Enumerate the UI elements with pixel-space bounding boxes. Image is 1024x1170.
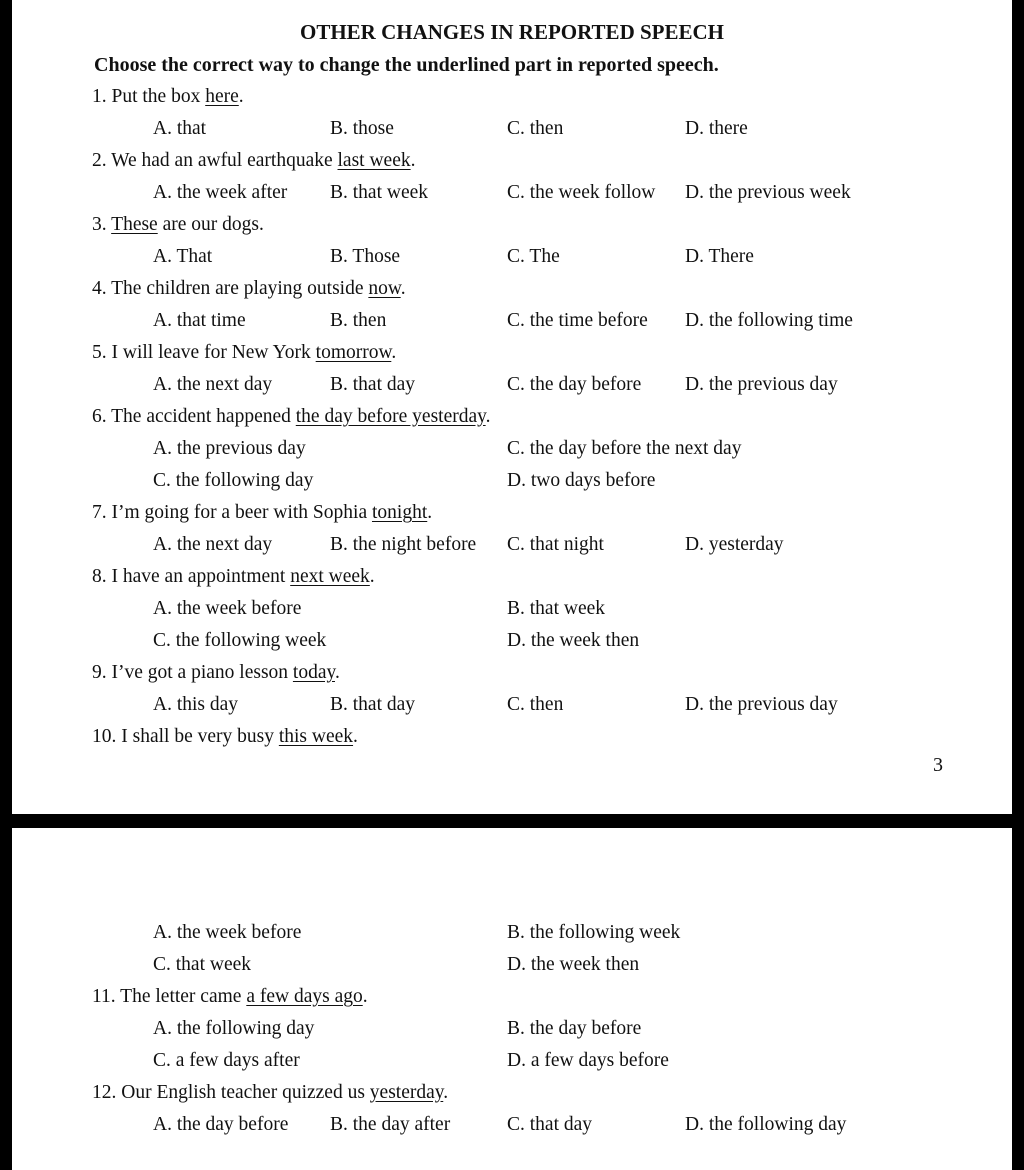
question-text-end: . (353, 726, 358, 747)
question-6 (92, 406, 491, 428)
option-b[interactable]: B. the day before (507, 1018, 642, 1039)
option-d[interactable]: D. the following day (685, 1114, 847, 1135)
option-a[interactable]: A. that (153, 118, 207, 139)
underlined-phrase: a few days ago (246, 986, 363, 1007)
page-sheet-top (12, 0, 1012, 814)
option-a[interactable]: A. the previous day (153, 438, 306, 459)
option-c[interactable]: C. the day before (507, 374, 642, 395)
underlined-phrase: tonight (371, 502, 428, 523)
option-c[interactable]: C. the time before (507, 310, 648, 331)
question-text-end: . (369, 566, 375, 587)
question-text-start: 7. I’m going for a beer with Sophia (92, 502, 372, 523)
question-text-start: 2. We had an awful earthquake (92, 150, 338, 171)
option-c-second[interactable]: C. the following day (153, 470, 314, 491)
question-text-end: . (334, 662, 340, 683)
option-c[interactable]: C. the following week (153, 630, 327, 651)
question-5 (92, 342, 396, 364)
option-b[interactable]: B. that week (507, 598, 606, 619)
option-c[interactable]: C. The (507, 246, 560, 267)
question-9 (92, 662, 340, 684)
question-text-end: . (443, 1082, 449, 1103)
question-text-start: 5. I will leave for New York (92, 342, 316, 363)
question-text-start: 11. The letter came (92, 986, 247, 1007)
question-11 (92, 986, 368, 1008)
option-a[interactable]: A. the following day (153, 1018, 315, 1039)
option-c[interactable]: C. that week (153, 954, 252, 975)
question-text-start: 6. The accident happened (92, 406, 296, 427)
question-text-start: 12. Our English teacher quizzed us (92, 1082, 370, 1103)
question-1 (92, 86, 244, 108)
question-4 (92, 278, 406, 300)
option-a[interactable]: A. the day before (153, 1114, 289, 1135)
option-d[interactable]: D. the week then (507, 630, 640, 651)
question-text-end: . (410, 150, 416, 171)
question-8 (92, 566, 375, 588)
option-d[interactable]: D. the previous day (685, 694, 838, 715)
instruction: Choose the correct way to change the underlined part in reported speech. (94, 54, 719, 76)
underlined-phrase: tomorrow (315, 342, 392, 363)
question-text-end: . (427, 502, 433, 523)
underlined-phrase: These (111, 214, 158, 235)
option-c[interactable]: C. then (507, 694, 564, 715)
option-b[interactable]: B. the day after (330, 1114, 451, 1135)
option-d[interactable]: D. a few days before (507, 1050, 669, 1071)
option-b[interactable]: B. that day (330, 694, 416, 715)
option-a[interactable]: A. that time (153, 310, 246, 331)
question-12 (92, 1082, 448, 1104)
option-a[interactable]: A. the next day (153, 374, 273, 395)
option-c[interactable]: C. the week follow (507, 182, 656, 203)
option-d[interactable]: D. two days before (507, 470, 656, 491)
page-number: 3 (933, 754, 943, 776)
page-sheet-bottom (12, 828, 1012, 1170)
question-10 (92, 726, 358, 748)
option-d[interactable]: D. there (685, 118, 748, 139)
option-a[interactable]: A. the next day (153, 534, 273, 555)
option-d[interactable]: D. yesterday (685, 534, 784, 555)
question-2 (92, 150, 416, 172)
question-text-end: . (238, 86, 244, 107)
question-text-start: 8. I have an appointment (92, 566, 291, 587)
option-b[interactable]: B. then (330, 310, 387, 331)
underlined-phrase: this week (278, 726, 354, 747)
page-title: OTHER CHANGES IN REPORTED SPEECH (300, 20, 724, 44)
question-text-start: 1. Put the box (92, 86, 206, 107)
option-c[interactable]: C. that night (507, 534, 604, 555)
question-text-start: 4. The children are playing outside (92, 278, 369, 299)
underlined-phrase: now (368, 278, 401, 299)
option-d[interactable]: D. There (685, 246, 754, 267)
underlined-phrase: the day before yesterday (295, 406, 486, 427)
underlined-phrase: next week (290, 566, 370, 587)
option-a[interactable]: A. the week after (153, 182, 288, 203)
question-text-end: are our dogs. (157, 214, 264, 235)
option-b[interactable]: B. Those (330, 246, 401, 267)
underlined-phrase: last week (337, 150, 411, 171)
option-a[interactable]: A. the week before (153, 598, 302, 619)
question-3 (92, 214, 264, 236)
question-text-start: 10. I shall be very busy (92, 726, 279, 747)
option-b[interactable]: B. that day (330, 374, 416, 395)
option-a[interactable]: A. the week before (153, 922, 302, 943)
option-a[interactable]: A. That (153, 246, 213, 267)
option-b[interactable]: B. those (330, 118, 394, 139)
question-text-end: . (400, 278, 406, 299)
option-d[interactable]: D. the following time (685, 310, 853, 331)
underlined-phrase: today (292, 662, 335, 683)
option-c[interactable]: C. a few days after (153, 1050, 300, 1071)
option-c[interactable]: C. the day before the next day (507, 438, 742, 459)
question-text-end: . (485, 406, 491, 427)
option-d[interactable]: D. the previous week (685, 182, 851, 203)
option-a[interactable]: A. this day (153, 694, 239, 715)
underlined-phrase: yesterday (369, 1082, 444, 1103)
question-text-end: . (362, 986, 368, 1007)
option-b[interactable]: B. the night before (330, 534, 477, 555)
underlined-phrase: here (205, 86, 239, 107)
question-text-start: 3. (92, 214, 112, 235)
question-7 (92, 502, 432, 524)
question-text-end: . (391, 342, 397, 363)
question-text-start: 9. I’ve got a piano lesson (92, 662, 293, 683)
option-c[interactable]: C. that day (507, 1114, 593, 1135)
option-c[interactable]: C. then (507, 118, 564, 139)
option-b[interactable]: B. the following week (507, 922, 681, 943)
option-d[interactable]: D. the week then (507, 954, 640, 975)
option-b[interactable]: B. that week (330, 182, 429, 203)
option-d[interactable]: D. the previous day (685, 374, 838, 395)
